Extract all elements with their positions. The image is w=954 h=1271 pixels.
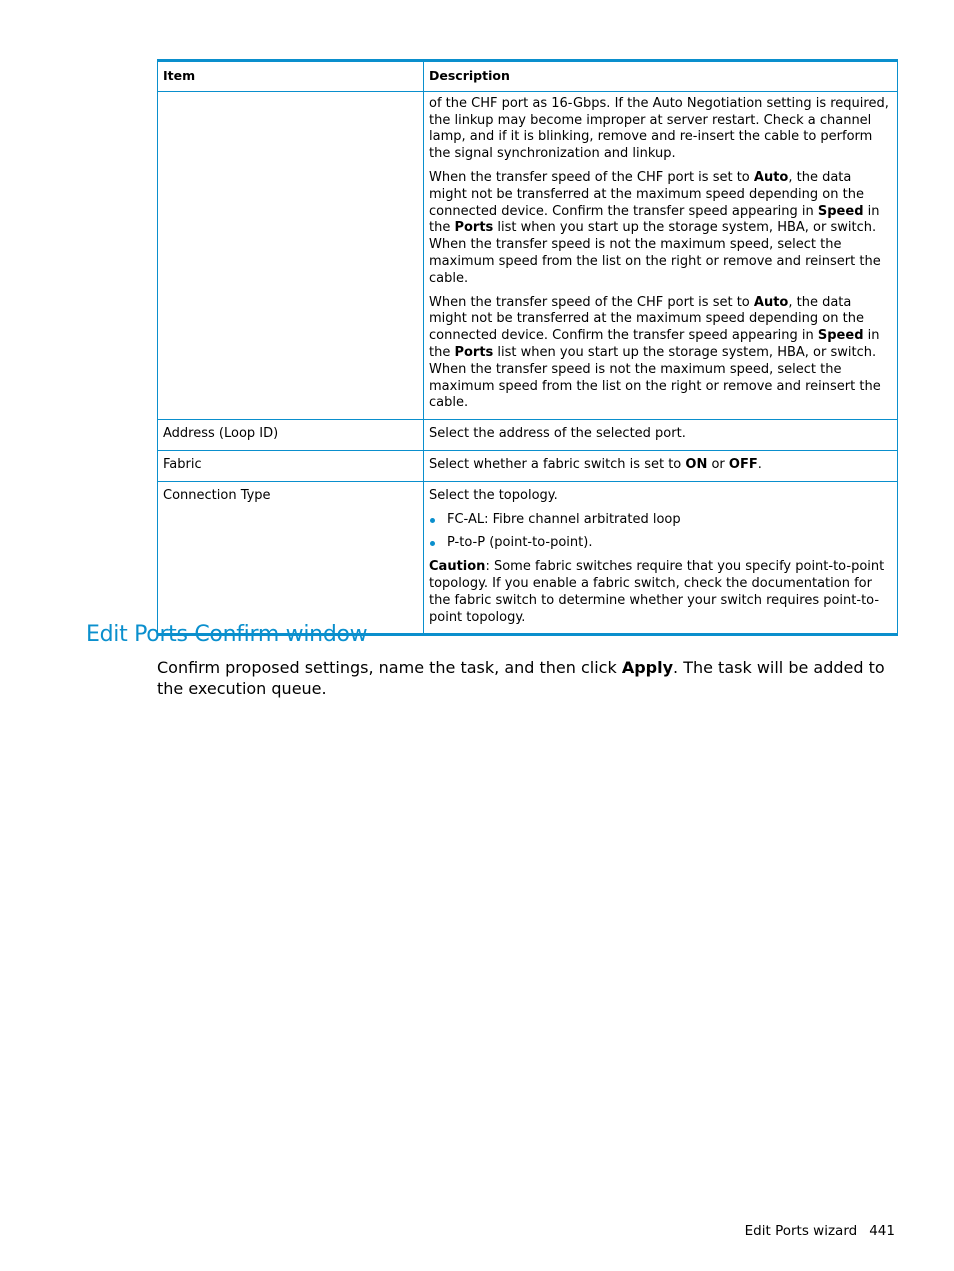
table-row [158,450,898,481]
text: When the transfer speed of the CHF port is set to [429,294,754,310]
cell-item: Address (Loop ID) [158,420,424,451]
bold-term: ON [685,456,708,472]
settings-table [157,59,898,636]
text: list when you start up the storage system, HBA, or switch. When the transfer speed is not the maximum speed, select the maximum speed from the list on the right or remove and reinsert the cable. [429,220,881,286]
bullet-icon [430,518,435,523]
text: . The task will be added to the execution queue. [157,658,885,698]
text: in the [429,328,880,360]
cell-description [424,481,898,635]
bold-term: Apply [621,658,674,677]
caution-label: Caution [429,559,486,575]
text: Confirm proposed settings, name the task, and then click [157,658,622,677]
paragraph [429,170,891,288]
section-heading: Edit Ports Confirm window [86,622,368,647]
cell-item: Connection Type [158,481,424,635]
list-item-text: FC-AL: Fibre channel arbitrated loop [447,511,681,527]
text: list when you start up the storage system, HBA, or switch. When the transfer speed is not the maximum speed, select the maximum speed from the list on the right or remove and reinsert the cable. [429,344,881,411]
text: When the transfer speed of the CHF port is set to [429,169,754,185]
bold-term: Auto [753,169,789,185]
footer-label: Edit Ports wizard [744,1223,858,1239]
table-row [158,481,898,635]
text: in the [429,203,880,236]
paragraph: Select the topology. [429,487,558,503]
bullet-icon [430,541,435,546]
list-item-text: P-to-P (point-to-point). [447,535,593,551]
list-item [447,535,891,552]
cell-description [424,91,898,419]
text: , the data might not be transferred at the maximum speed depending on the connected device. Confirm the transfer speed appearing in [429,169,864,219]
header-description: Description [424,61,898,92]
body-paragraph [157,657,887,699]
bold-term: Speed [817,328,864,344]
table-row [158,420,898,451]
bullet-list [429,512,891,553]
cell-item [158,91,424,419]
list-item [447,512,891,529]
cell-description [424,450,898,481]
text: , the data might not be transferred at the maximum speed depending on the connected device. Confirm the transfer speed appearing in [429,294,864,344]
text: Select whether a fabric switch is set to [429,456,686,472]
paragraph [429,295,891,413]
page-footer [745,1223,895,1239]
bold-term: Speed [817,203,864,219]
bold-term: Ports [454,220,494,236]
bold-term: Auto [753,294,789,310]
text: . [757,456,762,472]
bold-term: Ports [454,344,494,360]
header-item: Item [158,61,424,92]
paragraph: of the CHF port as 16-Gbps. If the Auto Negotiation setting is required, the linkup may become improper at server restart. Check a channel lamp, and if it is blinking, remove and re-insert the cable to perform the signal synchronization and linkup. [429,95,889,162]
cell-description: Select the address of the selected port. [424,420,898,451]
text: or [707,456,729,472]
table-header-row [158,61,898,92]
bold-term: OFF [728,456,758,472]
caution-text: : Some fabric switches require that you specify point-to-point topology. If you enable a fabric switch, check the documentation for the fabric switch to determine whether your switch requires point-to-point topology. [429,559,885,625]
page-number: 441 [869,1223,895,1239]
table-row [158,91,898,419]
caution-note [429,559,891,626]
cell-item: Fabric [158,450,424,481]
